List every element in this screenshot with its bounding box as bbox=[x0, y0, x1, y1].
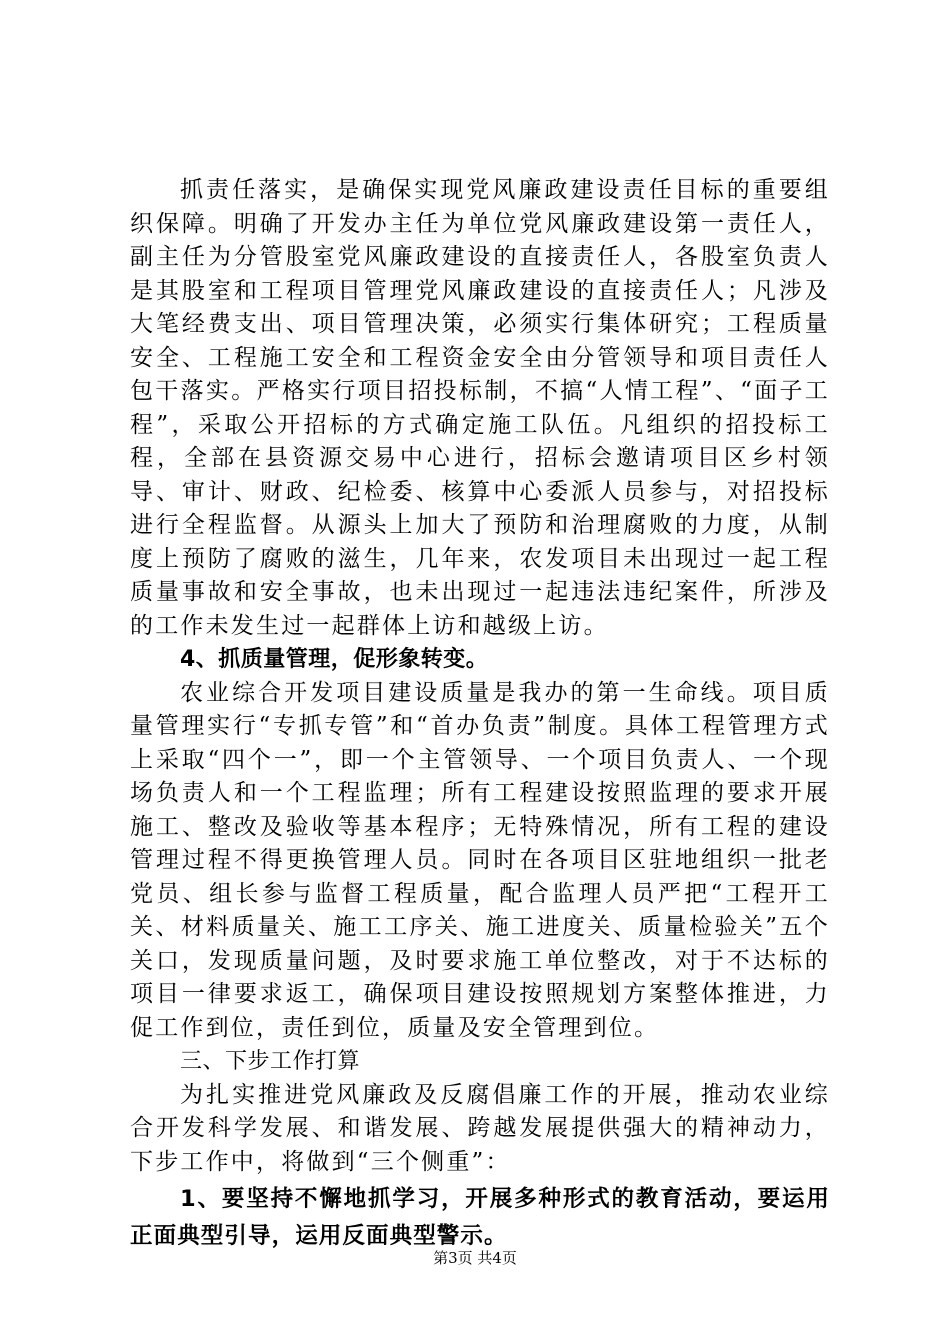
document-body bbox=[130, 174, 830, 1255]
page-footer: 第3页 共4页 bbox=[433, 1249, 517, 1267]
paragraph-next-steps: 为扎实推进党风廉政及反腐倡廉工作的开展，推动农业综合开发科学发展、和谐发展、跨越发展提供强大的精神动力，下步工作中，将做到“三个侧重”： bbox=[130, 1081, 830, 1175]
heading-next-steps: 三、下步工作打算 bbox=[180, 1049, 361, 1074]
paragraph-study-item: 1、要坚持不懈地抓学习，开展多种形式的教育活动，要运用正面典型引导，运用反面典型警示。 bbox=[130, 1186, 830, 1249]
paragraph-quality-management: 农业综合开发项目建设质量是我办的第一生命线。项目质量管理实行“专抓专管”和“首办负责”制度。具体工程管理方式上采取“四个一”，即一个主管领导、一个项目负责人、一个现场负责人和一个工程监理；所有工程建设按照监理的要求开展施工、整改及验收等基本程序；无特殊情况，所有工程的建设管理过程不得更换管理人员。同时在各项目区驻地组织一批老党员、组长参与监督工程质量，配合监理人员严把“工程开工关、材料质量关、施工工序关、施工进度关、质量检验关”五个关口，发现质量问题，及时要求施工单位整改，对于不达标的项目一律要求返工，确保项目建设按照规划方案整体推进，力促工作到位，责任到位，质量及安全管理到位。 bbox=[130, 679, 830, 1041]
paragraph-responsibility: 抓责任落实，是确保实现党风廉政建设责任目标的重要组织保障。明确了开发办主任为单位党风廉政建设第一责任人，副主任为分管股室党风廉政建设的直接责任人，各股室负责人是其股室和工程项目管理党风廉政建设的直接责任人；凡涉及大笔经费支出、项目管理决策，必须实行集体研究；工程质量安全、工程施工安全和工程资金安全由分管领导和项目责任人包干落实。严格实行项目招投标制，不搞“人情工程”、“面子工程”，采取公开招标的方式确定施工队伍。凡组织的招投标工程，全部在县资源交易中心进行，招标会邀请项目区乡村领导、审计、财政、纪检委、核算中心委派人员参与，对招投标进行全程监督。从源头上加大了预防和治理腐败的力度，从制度上预防了腐败的滋生，几年来，农发项目未出现过一起工程质量事故和安全事故，也未出现过一起违法违纪案件，所涉及的工作未发生过一起群体上访和越级上访。 bbox=[130, 177, 830, 639]
heading-quality-management: 4、抓质量管理，促形象转变。 bbox=[180, 647, 489, 672]
